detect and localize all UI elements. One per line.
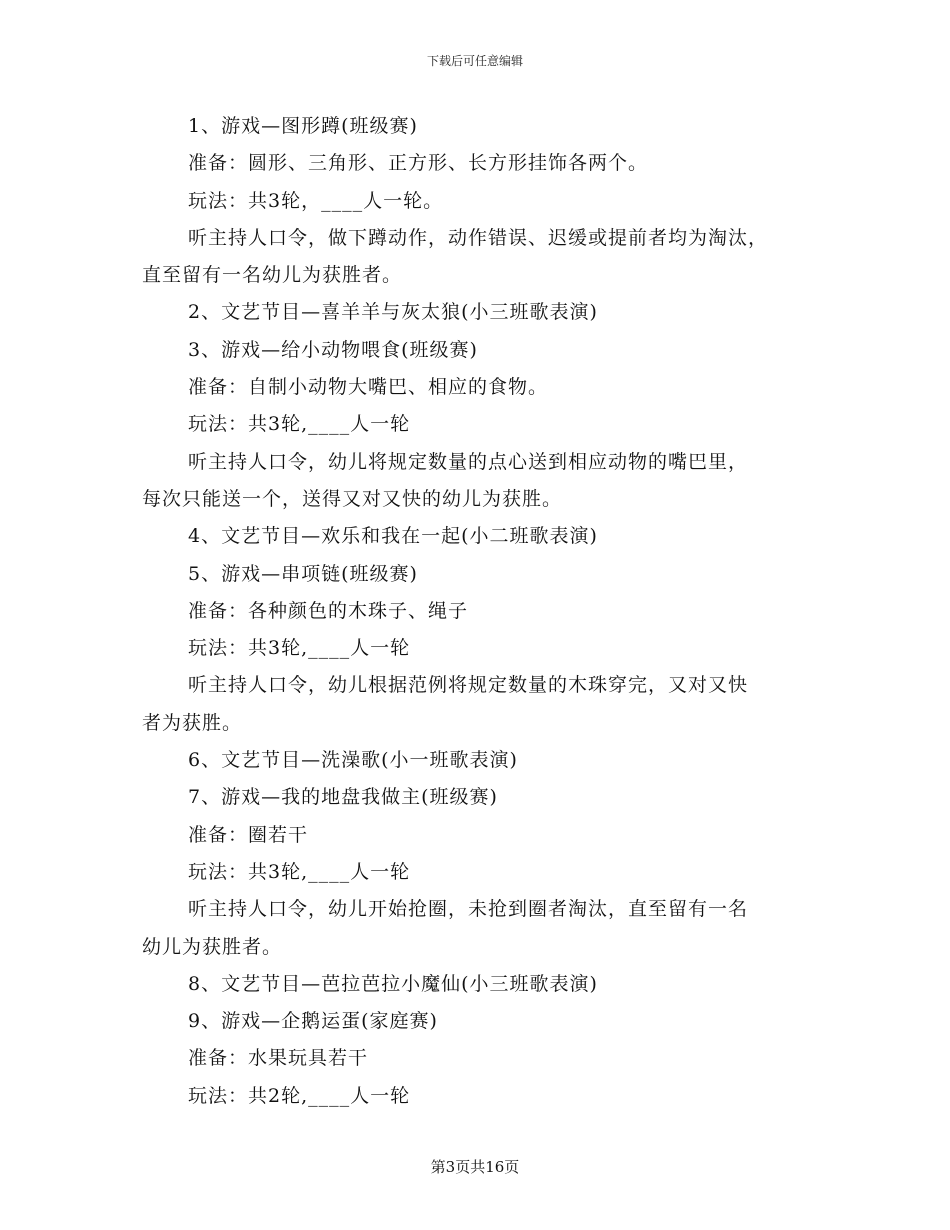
- text-line: 9、游戏—企鹅运蛋(家庭赛): [188, 1010, 438, 1033]
- page-footer: 第3页共16页: [430, 1158, 520, 1176]
- text-line: 玩法：共3轮,____人一轮: [188, 637, 411, 660]
- text-line: 2、文艺节目—喜羊羊与灰太狼(小三班歌表演): [188, 301, 598, 324]
- text-line: 准备：水果玩具若干: [188, 1047, 369, 1070]
- text-line: 听主持人口令，做下蹲动作，动作错误、迟缓或提前者均为淘汰，: [188, 226, 769, 249]
- text-line: 5、游戏—串项链(班级赛): [188, 562, 418, 585]
- text-line: 者为获胜。: [142, 711, 243, 734]
- text-line: 玩法：共3轮，____人一轮。: [188, 189, 444, 212]
- text-line: 准备：圆形、三角形、正方形、长方形挂饰各两个。: [188, 152, 649, 175]
- text-line: 7、游戏—我的地盘我做主(班级赛): [188, 786, 498, 809]
- text-line: 3、游戏—给小动物喂食(班级赛): [188, 338, 478, 361]
- page-header: 下载后可任意编辑: [426, 54, 523, 68]
- text-line: 每次只能送一个，送得又对又快的幼儿为获胜。: [142, 487, 563, 510]
- text-line: 玩法：共3轮,____人一轮: [188, 413, 411, 436]
- text-line: 8、文艺节目—芭拉芭拉小魔仙(小三班歌表演): [188, 972, 598, 995]
- text-line: 直至留有一名幼儿为获胜者。: [142, 264, 403, 287]
- text-line: 玩法：共2轮,____人一轮: [188, 1084, 411, 1107]
- text-line: 6、文艺节目—洗澡歌(小一班歌表演): [188, 749, 518, 772]
- text-line: 准备：圈若干: [188, 823, 309, 846]
- text-line: 玩法：共3轮,____人一轮: [188, 860, 411, 883]
- text-line: 准备：各种颜色的木珠子、绳子: [188, 599, 469, 622]
- text-line: 4、文艺节目—欢乐和我在一起(小二班歌表演): [188, 525, 598, 548]
- text-line: 1、游戏—图形蹲(班级赛): [188, 115, 418, 137]
- text-line: 准备：自制小动物大嘴巴、相应的食物。: [188, 376, 549, 399]
- text-line: 听主持人口令，幼儿开始抢圈，未抢到圈者淘汰，直至留有一名: [188, 898, 749, 921]
- document-body: [142, 108, 812, 1115]
- text-line: 听主持人口令，幼儿根据范例将规定数量的木珠穿完，又对又快: [188, 674, 749, 697]
- text-line: 幼儿为获胜者。: [142, 935, 283, 958]
- text-line: 听主持人口令，幼儿将规定数量的点心送到相应动物的嘴巴里，: [188, 450, 749, 473]
